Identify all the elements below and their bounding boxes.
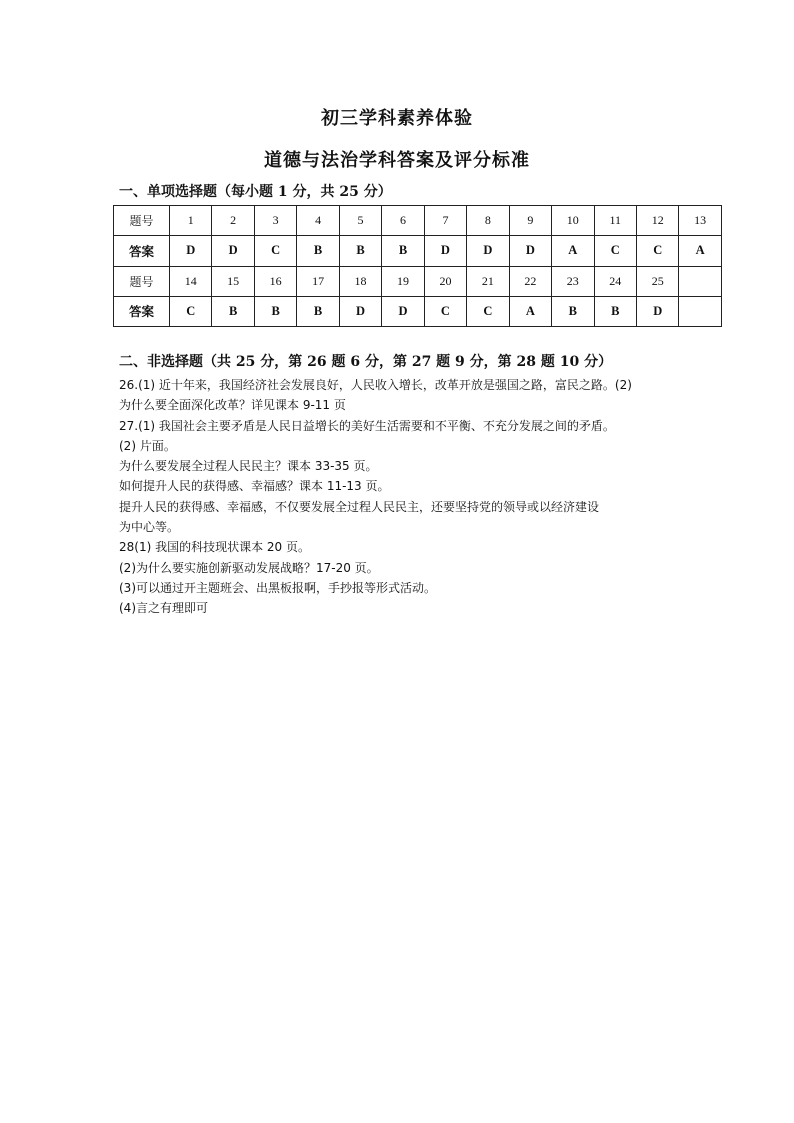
row-label-answer: 答案 (114, 296, 170, 326)
question-number-cell: 12 (636, 206, 678, 236)
answer-cell: C (170, 296, 212, 326)
answer-cell: B (254, 296, 296, 326)
answer-line: 如何提升人民的获得感、幸福感？课本 11-13 页。 (119, 479, 390, 494)
question-number-cell: 1 (170, 206, 212, 236)
answer-cell: C (594, 236, 636, 266)
answer-line: 27.(1) 我国社会主要矛盾是人民日益增长的美好生活需要和不平衡、不充分发展之间的矛盾。 (119, 418, 615, 433)
answer-cell: C (254, 236, 296, 266)
answer-cell: B (297, 236, 339, 266)
answer-cell: B (594, 296, 636, 326)
question-number-cell: 4 (297, 206, 339, 236)
answer-line: 26.(1) 近十年来，我国经济社会发展良好，人民收入增长，改革开放是强国之路，富民之路。(2) (119, 378, 632, 392)
answer-cell: D (170, 236, 212, 266)
answer-line: 为中心等。 (119, 520, 180, 535)
answer-cell: C (636, 236, 678, 266)
answer-cell: D (339, 296, 381, 326)
question-number-cell: 9 (509, 206, 551, 236)
answer-line: (2) 片面。 (119, 438, 176, 453)
answer-cell: C (467, 296, 509, 326)
answer-cell: D (467, 236, 509, 266)
question-number-cell: 16 (254, 266, 296, 296)
table-row-answers (114, 236, 722, 266)
question-number-cell: 8 (467, 206, 509, 236)
question-number-cell (679, 266, 721, 296)
question-number-cell: 24 (594, 266, 636, 296)
question-number-cell: 25 (636, 266, 678, 296)
question-number-cell: 3 (254, 206, 296, 236)
answer-cell: D (424, 236, 466, 266)
answer-cell (679, 296, 721, 326)
row-label-number: 题号 (114, 206, 170, 236)
question-number-cell: 20 (424, 266, 466, 296)
answer-cell: D (636, 296, 678, 326)
question-number-cell: 19 (382, 266, 424, 296)
answer-cell: D (212, 236, 254, 266)
question-number-cell: 11 (594, 206, 636, 236)
question-number-cell: 22 (509, 266, 551, 296)
answer-cell: A (552, 236, 594, 266)
answer-line: 为什么要全面深化改革？详见课本 9-11 页 (119, 398, 346, 413)
question-number-cell: 14 (170, 266, 212, 296)
answer-line: (2)为什么要实施创新驱动发展战略？17-20 页。 (119, 560, 379, 575)
answer-cell: D (382, 296, 424, 326)
row-label-number: 题号 (114, 266, 170, 296)
question-number-cell: 2 (212, 206, 254, 236)
answer-line: 28(1) 我国的科技现状课本 20 页。 (119, 540, 310, 555)
answer-cell: B (382, 236, 424, 266)
row-label-answer: 答案 (114, 236, 170, 266)
document-title: 初三学科素养体验 (321, 108, 473, 129)
table-row-numbers (114, 206, 722, 236)
answer-cell: A (679, 236, 721, 266)
answer-cell: B (552, 296, 594, 326)
section1-heading: 一、单项选择题（每小题 1 分，共 25 分） (119, 184, 392, 200)
answer-cell: B (212, 296, 254, 326)
question-number-cell: 18 (339, 266, 381, 296)
answer-table (113, 205, 722, 327)
answer-cell: B (297, 296, 339, 326)
table-row-answers (114, 296, 722, 326)
document-subtitle: 道德与法治学科答案及评分标准 (264, 150, 530, 171)
question-number-cell: 7 (424, 206, 466, 236)
question-number-cell: 23 (552, 266, 594, 296)
question-number-cell: 15 (212, 266, 254, 296)
answer-cell: D (509, 236, 551, 266)
answer-cell: C (424, 296, 466, 326)
answer-line: 提升人民的获得感、幸福感，不仅要发展全过程人民民主，还要坚持党的领导或以经济建设 (119, 499, 600, 514)
section2-content (119, 375, 699, 619)
answer-line: 为什么要发展全过程人民民主？课本 33-35 页。 (119, 459, 378, 474)
answer-cell: A (509, 296, 551, 326)
question-number-cell: 13 (679, 206, 721, 236)
answer-line: (3)可以通过开主题班会、出黑板报啊，手抄报等形式活动。 (119, 580, 437, 595)
question-number-cell: 5 (339, 206, 381, 236)
question-number-cell: 17 (297, 266, 339, 296)
question-number-cell: 6 (382, 206, 424, 236)
answer-line: (4)言之有理即可 (119, 601, 208, 616)
section2-heading: 二、非选择题（共 25 分，第 26 题 6 分，第 27 题 9 分，第 28 题 10 分） (119, 354, 613, 370)
table-row-numbers (114, 266, 722, 296)
question-number-cell: 10 (552, 206, 594, 236)
question-number-cell: 21 (467, 266, 509, 296)
answer-cell: B (339, 236, 381, 266)
